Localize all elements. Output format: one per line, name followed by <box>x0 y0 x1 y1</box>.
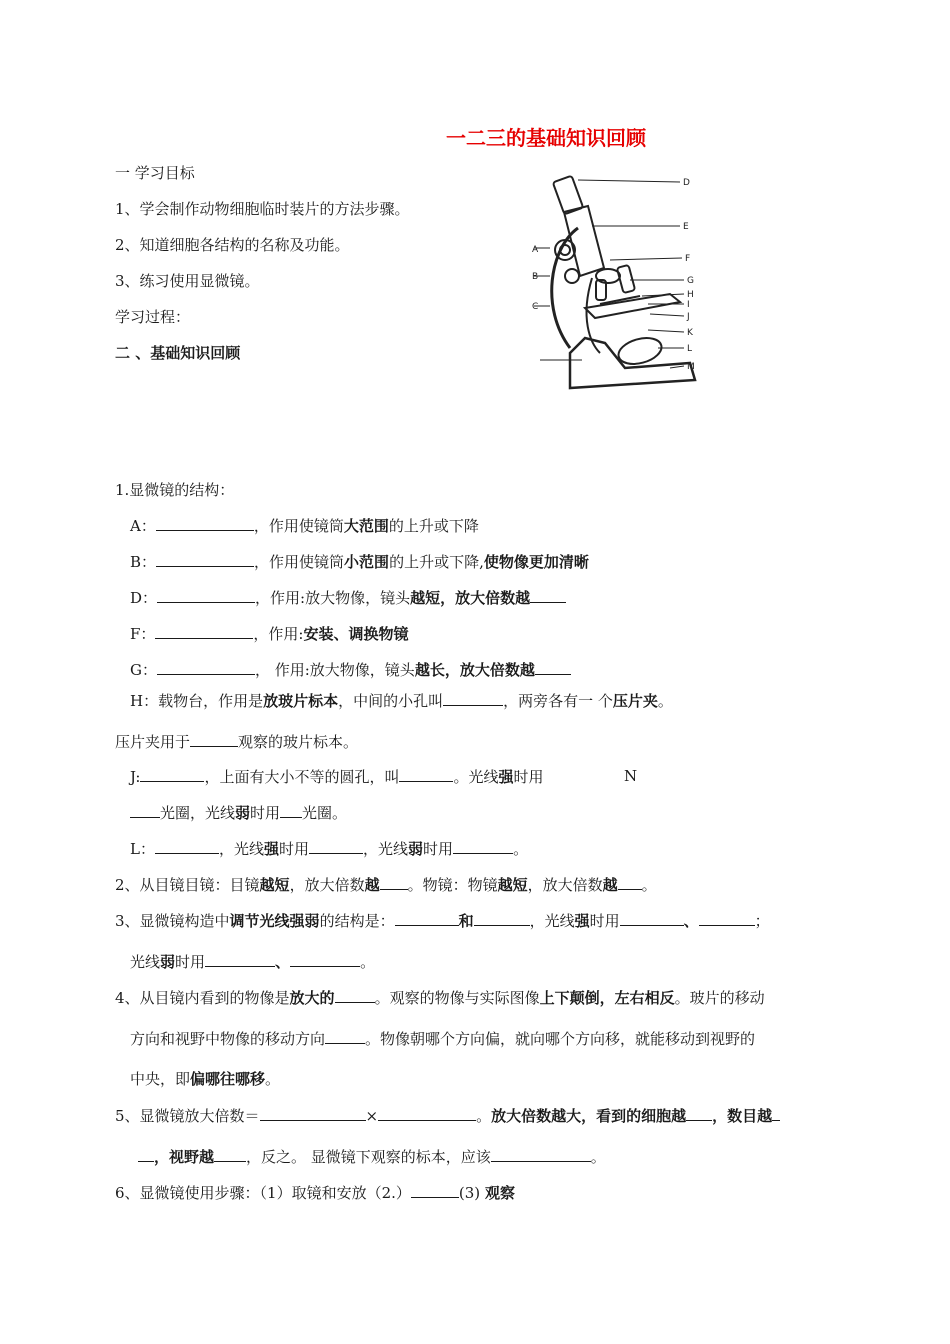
blank-q3-6[interactable] <box>290 951 360 967</box>
blank-j2[interactable] <box>399 766 453 782</box>
blank-q3-3[interactable] <box>620 910 684 926</box>
blank-d2[interactable] <box>530 587 566 603</box>
diagram-label-b: B <box>532 272 539 282</box>
blank-h2[interactable] <box>190 731 238 747</box>
goal-item-3: 3、练习使用显微镜。 <box>115 272 260 290</box>
diagram-label-g: G <box>687 276 694 286</box>
diagram-label-a: A <box>532 245 539 255</box>
microscope-diagram <box>530 168 720 398</box>
diagram-label-c: C <box>532 302 539 312</box>
objective-1-shape <box>617 265 635 293</box>
goal-item-2: 2、知道细胞各结构的名称及功能。 <box>115 236 350 254</box>
blank-q2-1[interactable] <box>380 874 408 890</box>
blank-q6-1[interactable] <box>411 1182 459 1198</box>
q3-line-1: 3、显微镜构造中调节光线强弱的结构是： 和 ，光线强时用 、 ； <box>115 912 770 930</box>
q1-label: 1.显微镜的结构： <box>115 481 235 499</box>
blank-j[interactable] <box>140 766 204 782</box>
diagram-label-e: E <box>683 222 689 232</box>
fine-knob-shape <box>565 269 579 283</box>
blank-q4-2[interactable] <box>325 1028 365 1044</box>
blank-l3[interactable] <box>453 838 513 854</box>
blank-q4-1[interactable] <box>335 987 375 1003</box>
q5-line-1: 5、显微镜放大倍数＝ × 。放大倍数越大，看到的细胞越 ，数目越 <box>115 1105 780 1126</box>
q6-line: 6、显微镜使用步骤：（1）取镜和安放（2.） (3) 观察 <box>115 1184 515 1202</box>
q1-line-h: H：载物台，作用是放玻片标本，中间的小孔叫 ，两旁各有一 个压片夹。 <box>130 692 673 710</box>
q1-line-h2: 压片夹用于 观察的玻片标本。 <box>115 733 359 751</box>
blank-q5-1[interactable] <box>260 1105 366 1121</box>
q1-line-j2: 光圈，光线弱时用 光圈。 <box>130 802 347 823</box>
blank-q5-6[interactable] <box>214 1146 246 1162</box>
diagram-label-m: M <box>687 362 695 372</box>
process-label: 学习过程： <box>115 308 191 326</box>
blank-l2[interactable] <box>309 838 363 854</box>
blank-q2-2[interactable] <box>618 874 642 890</box>
blank-j3[interactable] <box>130 802 160 818</box>
blank-q3-4[interactable] <box>699 910 755 926</box>
q1-line-b: B： ，作用使镜筒小范围的上升或下降,使物像更加清晰 <box>130 553 589 571</box>
q2-line: 2、从目镜目镜：目镜越短，放大倍数越 。物镜：物镜越短，放大倍数越 。 <box>115 876 657 894</box>
blank-h[interactable] <box>443 690 503 706</box>
mirror-shape <box>616 334 665 369</box>
blank-q5-3[interactable] <box>686 1105 712 1121</box>
diagram-label-l: L <box>687 344 693 354</box>
blank-a[interactable] <box>156 515 254 531</box>
q1-line-a: A： ，作用使镜筒大范围的上升或下降 <box>130 517 479 535</box>
blank-j4[interactable] <box>280 802 302 818</box>
blank-f[interactable] <box>155 623 253 639</box>
diagram-label-f: F <box>685 254 691 264</box>
diagram-label-i: I <box>687 300 690 310</box>
blank-d[interactable] <box>157 587 255 603</box>
q3-line-2: 光线弱时用 、 。 <box>130 953 376 971</box>
blank-g[interactable] <box>157 659 255 675</box>
q1-line-g: G： ， 作用:放大物像，镜头越长，放大倍数越 <box>130 659 571 680</box>
blank-q3-5[interactable] <box>205 951 275 967</box>
blank-b[interactable] <box>156 551 254 567</box>
q1-line-j: J: ，上面有大小不等的圆孔，叫 。光线强时用 <box>130 768 544 786</box>
q4-line-2: 方向和视野中物像的移动方向 。物像朝哪个方向偏，就向哪个方向移，就能移动到视野的 <box>130 1030 756 1048</box>
q1-line-j-n: N <box>624 767 638 785</box>
blank-l[interactable] <box>155 838 219 854</box>
q1-line-l: L： ，光线强时用 ，光线弱时用 。 <box>130 840 529 858</box>
q1-line-d: D： ，作用:放大物像，镜头越短，放大倍数越 <box>130 587 566 608</box>
q1-line-f: F： ，作用:安装、调换物镜 <box>130 625 409 643</box>
blank-q5-7[interactable] <box>491 1146 591 1162</box>
blank-q5-4[interactable] <box>772 1105 780 1121</box>
blank-g2[interactable] <box>535 659 571 675</box>
diagram-label-d: D <box>683 178 690 188</box>
diagram-label-j: J <box>687 312 690 322</box>
goals-heading: 一 学习目标 <box>115 164 195 182</box>
blank-q5-2[interactable] <box>378 1105 476 1121</box>
diagram-label-k: K <box>687 328 693 338</box>
q5-line-2: ，视野越 ，反之。 显微镜下观察的标本，应该 。 <box>138 1146 606 1167</box>
blank-q5-5[interactable] <box>138 1146 154 1162</box>
q4-line-1: 4、从目镜内看到的物像是放大的 。观察的物像与实际图像上下颠倒，左右相反。玻片的移动 <box>115 989 765 1007</box>
goal-item-1: 1、学会制作动物细胞临时装片的方法步骤。 <box>115 200 410 218</box>
blank-q3-2[interactable] <box>474 910 530 926</box>
q4-line-3: 中央，即偏哪往哪移。 <box>130 1070 281 1088</box>
diagram-label-h: H <box>687 290 694 300</box>
section-2-heading: 二 、基础知识回顾 <box>115 344 241 362</box>
page-title: 一二三的基础知识回顾 <box>446 126 646 150</box>
blank-q3-1[interactable] <box>395 910 459 926</box>
